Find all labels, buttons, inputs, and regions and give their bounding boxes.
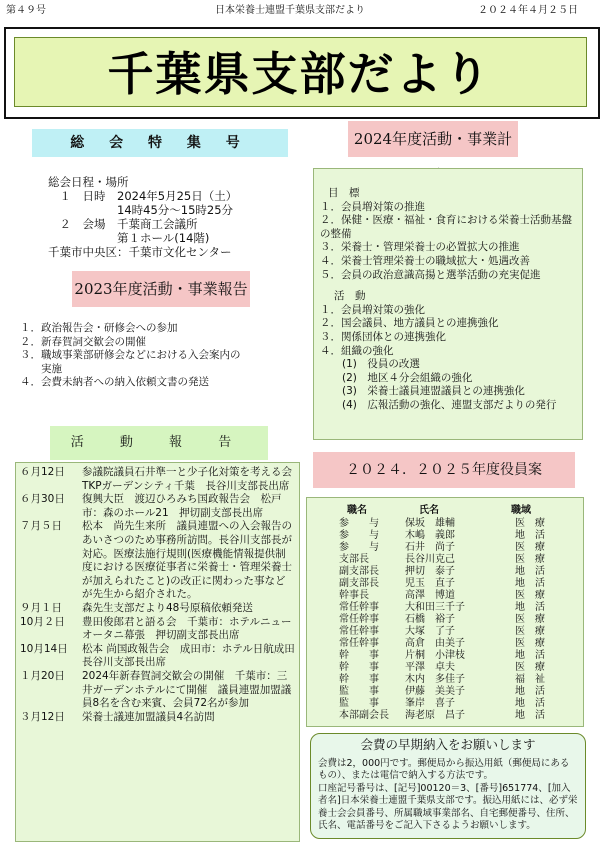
meeting-line: 14時45分～15時25分 [48, 203, 234, 217]
activity-text: 2024年新春賀詞交歓会の開催 千葉市：三井ガーデンホテルにて開催 議員連盟加盟議員8名を含む来賓、会員72名が参加 [82, 669, 292, 710]
officer-field: 医 療 [515, 542, 545, 553]
sub-item: (4) 広報活動の強化、連盟支部だよりの発行 [342, 398, 557, 411]
officer-row [339, 710, 583, 722]
officer-title: 幹事長 [339, 590, 369, 601]
activity-heading: 活 動 報 告 [50, 426, 268, 460]
plan-2024-heading: 2024年度活動・事業計 [348, 121, 518, 157]
officer-title: 参 与 [339, 542, 379, 553]
officer-name: 木嶋 義郎 [405, 530, 455, 541]
officers-rows [339, 518, 583, 722]
officer-title: 常任幹事 [339, 614, 379, 625]
activity-text: 参議院議員石井準一と少子化対策を考える会 TKPガーデンシティ千葉 長谷川支部長出席 [82, 466, 303, 492]
col-title: 職名 [347, 505, 367, 516]
officer-field: 地 活 [515, 710, 545, 721]
act-item: ２．国会議員、地方議員との連携強化 [320, 317, 499, 330]
officer-field: 福 祉 [515, 674, 545, 685]
officer-row [339, 518, 583, 530]
officer-field: 医 療 [515, 626, 545, 637]
header-date: ２０２４年４月２５日 [478, 5, 578, 16]
report-2023-list [20, 322, 305, 390]
goals-label: 目 標 [328, 187, 360, 199]
officer-field: 医 療 [515, 518, 545, 529]
officer-name: 保坂 雄輔 [405, 518, 455, 529]
fee-heading: 会費の早期納入をお願いします [360, 737, 536, 752]
officer-field: 地 活 [515, 686, 545, 697]
activity-entry [20, 602, 295, 616]
activity-date: １月20日 [20, 669, 65, 682]
officer-title: 監 事 [339, 698, 379, 709]
officer-title: 監 事 [339, 686, 379, 697]
officer-row [339, 590, 583, 602]
officer-row [339, 614, 583, 626]
officer-row [339, 638, 583, 650]
col-name: 氏名 [419, 505, 439, 516]
officer-field: 地 活 [515, 566, 545, 577]
officer-name: 高倉 由美子 [405, 638, 465, 649]
list-item: ３．職域事業部研修会などにおける入会案内の [20, 349, 241, 362]
col-field: 職域 [511, 505, 531, 516]
activity-date: 10月14日 [20, 642, 68, 655]
officer-name: 片桐 小津枝 [405, 650, 465, 661]
fee-body: 会費は2，000円です。郵便局から振込用紙（郵便局にあるもの）、または電信で納入する方法です。 [318, 757, 570, 781]
officer-field: 医 療 [515, 554, 545, 565]
officer-field: 地 活 [515, 650, 545, 661]
officer-title: 本部副会長 [339, 710, 389, 721]
fee-body-2: 口座記号番号は、[記号]00120＝3、[番号]651774、[加入者名]日本栄養士連盟千葉県支部です。振込用紙には、必ず栄養士会会員番号、所属職域事業部名、自宅郵便番号、住所、氏名、電話番号をご記入下さるようお願いします。 [318, 782, 578, 831]
activity-date: ６月30日 [20, 493, 65, 506]
activity-entry [20, 493, 295, 520]
list-item: 実施 [20, 362, 62, 375]
goal-item: ４．栄養士管理栄養士の職域拡大・処遇改善 [320, 254, 530, 267]
officer-name: 高澤 博道 [405, 590, 455, 601]
page-title: 千葉県支部だより [107, 47, 492, 101]
general-meeting-heading: 総 会 特 集 号 [32, 129, 288, 157]
officer-field: 地 活 [515, 698, 545, 709]
officers-table [306, 497, 584, 727]
activity-date: ３月12日 [20, 710, 65, 723]
officer-row [339, 686, 583, 698]
officer-name: 児玉 直子 [405, 578, 455, 589]
officer-field: 地 活 [515, 530, 545, 541]
goal-item: １．会員増対策の推進 [320, 200, 425, 213]
activity-panel [15, 462, 306, 842]
meeting-line: 総会日程・場所 [48, 175, 129, 189]
officer-row [339, 530, 583, 542]
officer-row [339, 554, 583, 566]
goal-item: ５．会員の政治意識高揚と選挙活動の充実促進 [320, 268, 541, 281]
list-item: ２．新春賀詞交歓会の開催 [20, 335, 146, 348]
activity-text: 栄養士議連加盟議員4名訪問 [82, 710, 215, 723]
officers-heading: ２０２４．２０２５年度役員案 [313, 452, 575, 488]
activity-entry [20, 520, 295, 602]
activity-date: ９月１日 [20, 601, 62, 614]
act-item: ４．組織の強化 [320, 344, 394, 357]
officer-title: 常任幹事 [339, 638, 379, 649]
officer-title: 常任幹事 [339, 626, 379, 637]
activity-text: 松本 尚国政報告会 成田市：ホテル日航成田 長谷川支部長出席 [82, 642, 306, 669]
acts-label: 活 動 [334, 290, 366, 303]
officer-field: 医 療 [515, 614, 545, 625]
page-header [0, 0, 600, 14]
officer-name: 峯岸 喜子 [405, 698, 455, 709]
act-item: ３．関係団体との連携強化 [320, 330, 446, 343]
general-meeting-info [48, 175, 308, 259]
officer-title: 副支部長 [339, 578, 379, 589]
list-item: ４．会費未納者への納入依頼文書の発送 [20, 376, 209, 389]
officer-field: 医 療 [515, 590, 545, 601]
officer-title: 幹 事 [339, 662, 379, 673]
activity-text: 森先生支部だより48号原稿依頼発送 [82, 601, 253, 614]
officer-row [339, 626, 583, 638]
list-item: １．政治報告会・研修会への参加 [20, 322, 178, 334]
officer-row [339, 578, 583, 590]
officer-field: 地 活 [515, 578, 545, 589]
activity-date: ７月５日 [20, 520, 62, 533]
officer-name: 大塚 了子 [405, 626, 455, 637]
activity-entry [20, 616, 295, 643]
officer-field: 医 療 [515, 662, 545, 673]
officer-name: 木内 多佳子 [405, 674, 465, 685]
meeting-line: 第１ホール(14階) [48, 231, 210, 245]
officer-name: 海老原 昌子 [405, 710, 465, 721]
fee-notice [310, 733, 586, 839]
sub-item: (3) 栄養士議員連盟議員との連携強化 [342, 385, 525, 398]
plan-2024-panel [313, 168, 583, 440]
header-org: 日本栄養士連盟千葉県支部だより [215, 5, 365, 16]
act-item: １．会員増対策の強化 [320, 303, 425, 316]
activity-text: 豊田俊郎君と語る会 千葉市：ホテルニューオータニ幕張 押切副支部長出席 [82, 615, 292, 642]
activity-entry [20, 670, 295, 711]
officer-field: 地 活 [515, 602, 545, 613]
activity-text: 松本 尚先生来所 議員連盟への入会報告のあいさつのため事務所訪問。長谷川支部長が対応。医療法施行規則(医療機能情報提供制度における医療従事者に栄養士・管理栄養士が加えられたこと)の改正に関わった事などが先生から紹介された。 [82, 520, 292, 601]
officer-title: 幹 事 [339, 674, 379, 685]
activity-entry [20, 642, 306, 670]
report-2023-heading: 2023年度活動・事業報告 [72, 271, 250, 307]
officer-row [339, 602, 583, 614]
goal-item: ２．保健・医療・福祉・食育における栄養士活動基盤の整備 [320, 214, 572, 240]
meeting-line: 千葉市中央区：千葉市文化センター [48, 245, 232, 259]
officer-title: 常任幹事 [339, 602, 379, 613]
sub-item: (2) 地区４分会組織の強化 [342, 371, 473, 384]
activity-date: ６月12日 [20, 466, 65, 478]
officer-name: 石橋 裕子 [405, 614, 455, 625]
officer-title: 参 与 [339, 518, 379, 529]
activity-text: 復興大臣 渡辺ひろみち国政報告会 松戸市：森のホール21 押切副支部長出席 [82, 493, 282, 519]
officer-row [339, 662, 583, 674]
officer-name: 押切 泰子 [405, 566, 455, 577]
officer-title: 参 与 [339, 530, 379, 541]
officer-name: 伊藤 美美子 [405, 686, 465, 697]
activity-date: 10月２日 [20, 615, 65, 628]
officer-name: 長谷川克己 [405, 554, 455, 565]
goal-item: ３．栄養士・管理栄養士の必置拡大の推進 [320, 241, 520, 254]
officer-title: 支部長 [339, 554, 369, 565]
officer-row [339, 674, 583, 686]
officer-name: 平澤 卓夫 [405, 662, 455, 673]
officer-row [339, 698, 583, 710]
activity-entry [20, 711, 295, 725]
officer-row [339, 542, 583, 554]
officer-name: 石井 尚子 [405, 542, 455, 553]
activity-entry [20, 466, 303, 493]
officer-name: 大和田三千子 [405, 602, 465, 613]
meeting-line: １ 日時 2024年5月25日（土） [48, 189, 238, 203]
officer-title: 幹 事 [339, 650, 379, 661]
officer-field: 医 療 [515, 638, 545, 649]
officer-title: 副支部長 [339, 566, 379, 577]
meeting-line: ２ 会場 千葉商工会議所 [48, 217, 198, 231]
officer-row [339, 566, 583, 578]
issue-number: 第４９号 [6, 5, 46, 16]
sub-item: (1) 役員の改選 [342, 358, 420, 371]
officer-row [339, 650, 583, 662]
officers-header-row [339, 505, 583, 517]
